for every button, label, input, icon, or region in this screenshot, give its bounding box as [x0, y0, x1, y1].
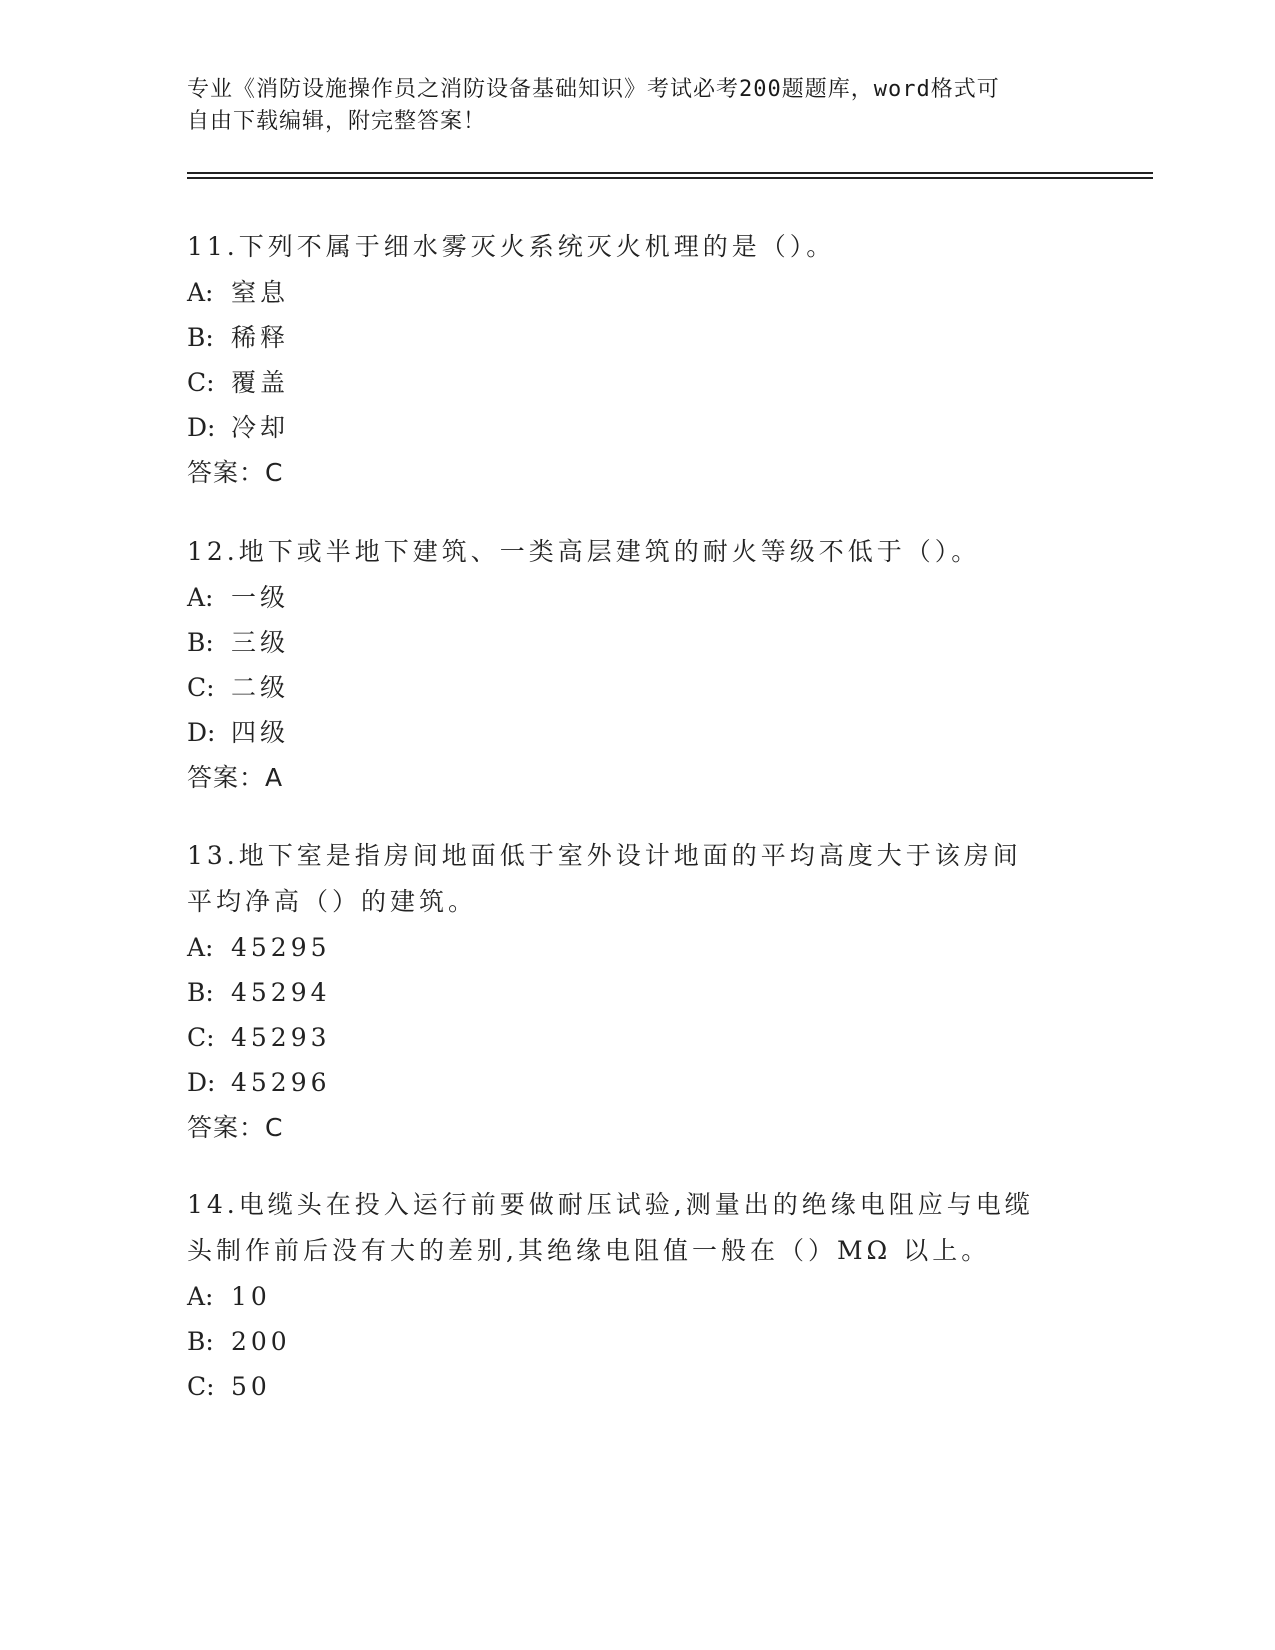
option-a: [187, 270, 1087, 315]
option-a: [187, 925, 1047, 970]
question-stem: 14.电缆头在投入运行前要做耐压试验,测量出的绝缘电阻应与电缆头制作前后没有大的差别,其绝缘电阻值一般在（）MΩ 以上。: [187, 1190, 1034, 1265]
option-letter: A:: [187, 933, 214, 962]
answer: 答案：C: [187, 458, 284, 487]
option-letter: A:: [187, 583, 214, 612]
option-letter: C:: [187, 368, 215, 397]
header-rule-top: [187, 172, 1153, 174]
option-letter: D:: [187, 718, 216, 747]
option-text: 窒息: [231, 278, 290, 307]
option-letter: A:: [187, 278, 214, 307]
option-d: [187, 405, 1087, 450]
option-letter: B:: [187, 323, 214, 352]
question-12: [187, 529, 1087, 800]
question-14: [187, 1182, 1037, 1409]
option-c: [187, 1364, 1037, 1409]
option-text: 10: [231, 1282, 271, 1311]
option-b: [187, 970, 1047, 1015]
option-b: [187, 1319, 1037, 1364]
option-letter: A:: [187, 1282, 214, 1311]
option-text: 45296: [231, 1068, 331, 1097]
option-a: [187, 575, 1087, 620]
option-text: 三级: [231, 628, 290, 657]
answer: 答案：C: [187, 1113, 284, 1142]
option-c: [187, 665, 1087, 710]
option-text: 50: [231, 1372, 271, 1401]
option-c: [187, 1015, 1047, 1060]
question-13: [187, 833, 1047, 1150]
option-letter: C:: [187, 673, 215, 702]
option-letter: C:: [187, 1023, 215, 1052]
option-d: [187, 1060, 1047, 1105]
header-line-2: 自由下载编辑，附完整答案！: [187, 109, 487, 134]
option-d: [187, 710, 1087, 755]
question-stem: 12.地下或半地下建筑、一类高层建筑的耐火等级不低于（）。: [187, 537, 981, 566]
option-text: 45294: [231, 978, 331, 1007]
option-text: 一级: [231, 583, 290, 612]
option-b: [187, 620, 1087, 665]
option-letter: B:: [187, 628, 214, 657]
answer: 答案：A: [187, 763, 284, 792]
option-text: 45295: [231, 933, 331, 962]
header-line-1: 专业《消防设施操作员之消防设备基础知识》考试必考200题题库，word格式可: [187, 77, 1000, 102]
option-text: 冷却: [231, 413, 290, 442]
question-stem: 11.下列不属于细水雾灭火系统灭火机理的是（）。: [187, 232, 836, 261]
option-text: 二级: [231, 673, 290, 702]
header-rule-bottom: [187, 177, 1153, 179]
question-stem: 13.地下室是指房间地面低于室外设计地面的平均高度大于该房间平均净高（）的建筑。: [187, 841, 1022, 916]
option-text: 覆盖: [231, 368, 290, 397]
option-text: 四级: [231, 718, 290, 747]
option-text: 200: [231, 1327, 291, 1356]
option-letter: C:: [187, 1372, 215, 1401]
option-letter: D:: [187, 413, 216, 442]
document-header: [187, 74, 1067, 138]
option-text: 45293: [231, 1023, 331, 1052]
option-b: [187, 315, 1087, 360]
option-c: [187, 360, 1087, 405]
option-text: 稀释: [231, 323, 290, 352]
option-letter: D:: [187, 1068, 216, 1097]
option-a: [187, 1274, 1037, 1319]
option-letter: B:: [187, 978, 214, 1007]
option-letter: B:: [187, 1327, 214, 1356]
question-11: [187, 224, 1087, 495]
